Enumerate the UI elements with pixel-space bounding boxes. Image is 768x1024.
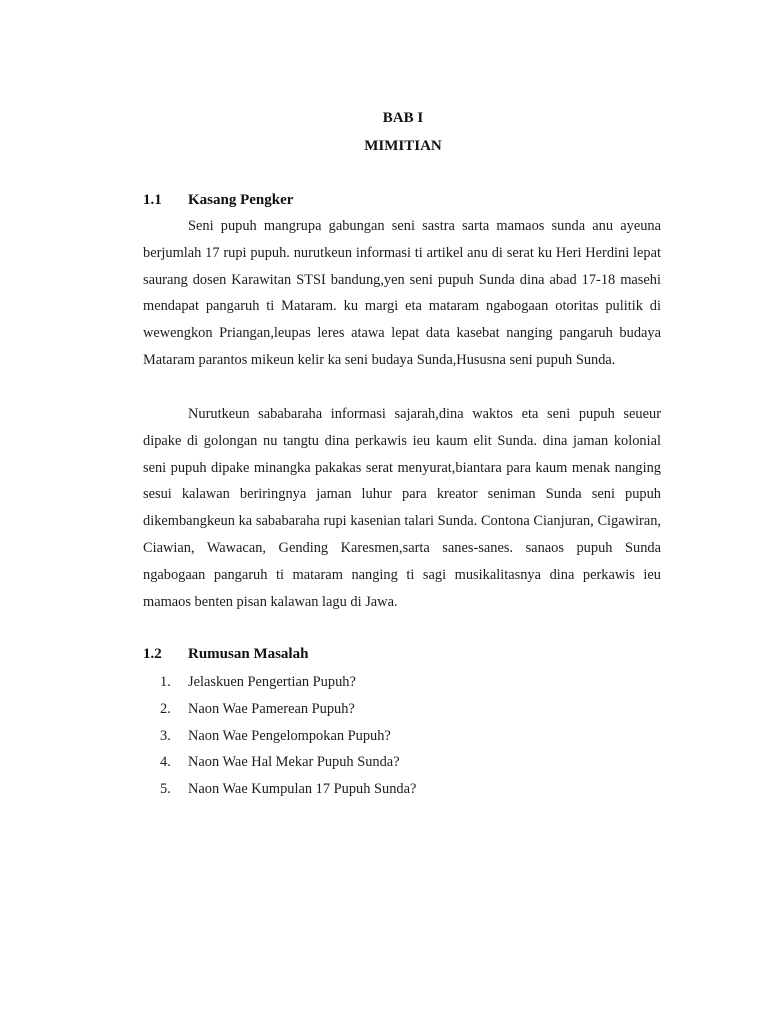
list-item-text: Naon Wae Hal Mekar Pupuh Sunda? [188,754,400,771]
paragraph-text: Seni pupuh mangrupa gabungan seni sastra sarta mamaos sunda anu ayeuna berjumlah 17 rupi pupuh. nurutkeun informasi ti artikel anu di serat ku Heri Herdini lepat saurang dosen Karawitan STSI bandung,yen seni pupuh Sunda dina abad 17-18 masehi mendapat pangaruh ti Mataram. ku margi eta mataram ngabogaan otoritas pulitik di wewengkon Priangan,leupas leres atawa lepat data kasebat nanging pangaruh budaya Mataram parantos mikeun kelir ka seni budaya Sunda,Hususna seni pupuh Sunda. [143,218,661,368]
paragraph-text: Nurutkeun sababaraha informasi sajarah,dina waktos eta seni pupuh seueur dipake di golongan nu tangtu dina perkawis ieu kaum elit Sunda. dina jaman kolonial seni pupuh dipake minangka pakakas serat menyurat,biantara para kaum menak nanging sesui kalawan beriringnya jaman luhur para kreator seniman Sunda seni pupuh dikembangkeun ka sababaraha rupi kasenian talari Sunda. Contona Cianjuran, Cigawiran, Ciawian, Wawacan, Gending Karesmen,sarta sanes-sanes. sanaos pupuh Sunda ngabogaan pangaruh ti mataram nanging ti sagi musikalitasnya dina perkawis ieu mamaos benten pisan kalawan lagu di Jawa. [143,406,661,610]
problem-list [160,669,416,803]
list-item [160,669,416,696]
list-item-number: 3. [160,727,171,744]
list-item [160,696,416,723]
list-item-number: 2. [160,700,171,717]
section-number: 1.1 [143,192,162,208]
chapter-label: BAB I [382,110,424,126]
list-item-text: Naon Wae Kumpulan 17 Pupuh Sunda? [188,781,417,798]
list-item [160,776,416,803]
list-item [160,723,416,750]
list-item-text: Naon Wae Pengelompokan Pupuh? [188,727,391,744]
chapter-title: MIMITIAN [364,138,442,154]
list-item-number: 1. [160,674,171,690]
section-heading-rumusan-masalah [143,644,308,664]
list-item-number: 4. [160,754,171,771]
list-item-text: Jelaskuen Pengertian Pupuh? [188,674,356,690]
section-title: Kasang Pengker [188,192,294,208]
list-item [160,749,416,776]
section-number: 1.2 [143,646,162,662]
list-item-number: 5. [160,781,171,798]
body-paragraph [143,213,661,374]
list-item-text: Naon Wae Pamerean Pupuh? [188,700,355,717]
section-title: Rumusan Masalah [188,646,309,662]
body-paragraph [143,401,661,615]
section-heading-kasang-pengker [143,190,293,210]
